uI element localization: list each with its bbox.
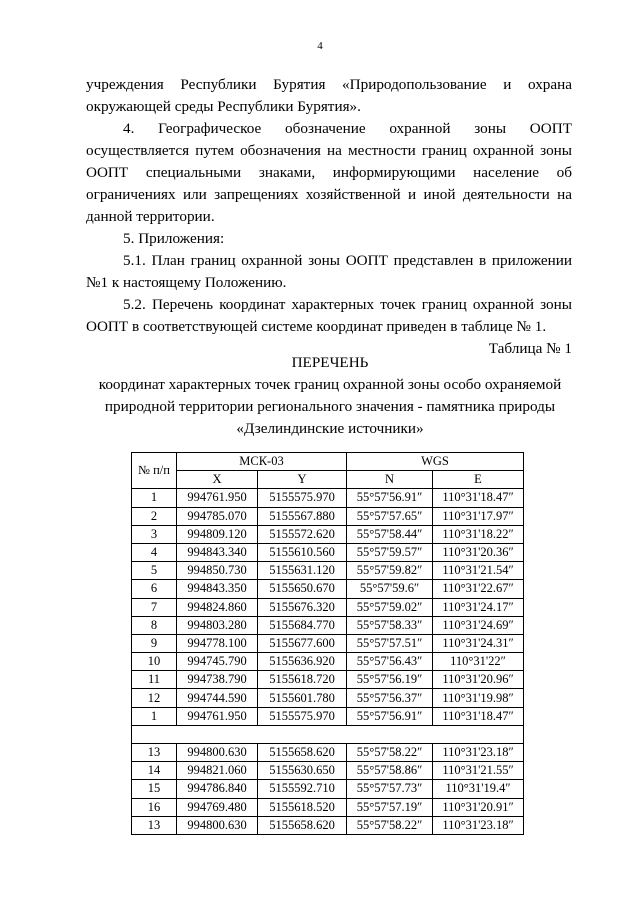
paragraph-5: 5. Приложения:	[123, 230, 225, 247]
longitude-cell: 110°31'19.98″	[433, 689, 524, 707]
table-row	[132, 762, 524, 780]
table-row	[132, 562, 524, 580]
y-coord-cell: 5155575.970	[258, 489, 347, 507]
latitude-cell: 55°57'56.19″	[347, 671, 433, 689]
table-body	[132, 489, 524, 835]
latitude-cell: 55°57'58.44″	[347, 525, 433, 543]
table-row	[132, 780, 524, 798]
table-row	[132, 671, 524, 689]
x-coord-cell: 994785.070	[177, 507, 258, 525]
table-label: Таблица № 1	[488, 340, 572, 357]
point-number-cell: 1	[132, 707, 177, 725]
point-number-cell: 5	[132, 562, 177, 580]
point-number-cell: 7	[132, 598, 177, 616]
latitude-cell: 55°57'56.43″	[347, 653, 433, 671]
longitude-cell: 110°31'24.17″	[433, 598, 524, 616]
y-coord-cell: 5155575.970	[258, 707, 347, 725]
x-coord-cell: 994786.840	[177, 780, 258, 798]
body-text	[86, 74, 572, 338]
x-coord-cell: 994769.480	[177, 798, 258, 816]
latitude-cell: 55°57'59.82″	[347, 562, 433, 580]
paragraph-5-1: 5.1. План границ охранной зоны ООПТ представлен в приложении №1 к настоящему Положению.	[86, 252, 572, 291]
latitude-cell: 55°57'57.19″	[347, 798, 433, 816]
y-coord-cell: 5155630.650	[258, 762, 347, 780]
point-number-cell: 4	[132, 543, 177, 561]
table-row	[132, 744, 524, 762]
point-number-cell: 13	[132, 816, 177, 834]
y-coord-cell: 5155572.620	[258, 525, 347, 543]
longitude-cell: 110°31'18.47″	[433, 489, 524, 507]
longitude-cell: 110°31'22″	[433, 653, 524, 671]
latitude-cell: 55°57'59.57″	[347, 543, 433, 561]
longitude-cell: 110°31'20.36″	[433, 543, 524, 561]
longitude-cell: 110°31'20.91″	[433, 798, 524, 816]
table-row	[132, 598, 524, 616]
table-row	[132, 543, 524, 561]
y-coord-cell: 5155618.520	[258, 798, 347, 816]
point-number-cell: 2	[132, 507, 177, 525]
latitude-cell: 55°57'59.6″	[347, 580, 433, 598]
x-coord-cell: 994778.100	[177, 634, 258, 652]
separator-row	[132, 725, 524, 743]
y-coord-cell: 5155631.120	[258, 562, 347, 580]
y-coord-cell: 5155676.320	[258, 598, 347, 616]
x-coord-cell: 994809.120	[177, 525, 258, 543]
latitude-cell: 55°57'58.22″	[347, 816, 433, 834]
x-coord-cell: 994761.950	[177, 707, 258, 725]
latitude-cell: 55°57'58.86″	[347, 762, 433, 780]
heading-line-2: природной территории регионального значения - памятника природы	[104, 398, 556, 415]
latitude-cell: 55°57'58.22″	[347, 744, 433, 762]
point-number-cell: 15	[132, 780, 177, 798]
header-wgs: WGS	[347, 453, 524, 471]
y-coord-cell: 5155618.720	[258, 671, 347, 689]
header-y: Y	[258, 471, 347, 489]
longitude-cell: 110°31'21.54″	[433, 562, 524, 580]
y-coord-cell: 5155567.880	[258, 507, 347, 525]
table-row	[132, 616, 524, 634]
latitude-cell: 55°57'59.02″	[347, 598, 433, 616]
point-number-cell: 14	[132, 762, 177, 780]
paragraph-intro: учреждения Республики Бурятия «Природопользование и охрана окружающей среды Республики Бурятия».	[86, 76, 572, 115]
longitude-cell: 110°31'23.18″	[433, 816, 524, 834]
longitude-cell: 110°31'24.69″	[433, 616, 524, 634]
longitude-cell: 110°31'17.97″	[433, 507, 524, 525]
x-coord-cell: 994745.790	[177, 653, 258, 671]
point-number-cell: 9	[132, 634, 177, 652]
x-coord-cell: 994850.730	[177, 562, 258, 580]
latitude-cell: 55°57'56.91″	[347, 707, 433, 725]
table-row	[132, 798, 524, 816]
table-row	[132, 507, 524, 525]
table-row	[132, 653, 524, 671]
latitude-cell: 55°57'57.65″	[347, 507, 433, 525]
longitude-cell: 110°31'20.96″	[433, 671, 524, 689]
y-coord-cell: 5155610.560	[258, 543, 347, 561]
x-coord-cell: 994800.630	[177, 816, 258, 834]
paragraph-5-2: 5.2. Перечень координат характерных точек границ охранной зоны ООПТ в соответствующей системе координат приведен в таблице № 1.	[86, 296, 572, 335]
y-coord-cell: 5155601.780	[258, 689, 347, 707]
x-coord-cell: 994738.790	[177, 671, 258, 689]
header-msk03: МСК-03	[177, 453, 347, 471]
longitude-cell: 110°31'18.22″	[433, 525, 524, 543]
y-coord-cell: 5155684.770	[258, 616, 347, 634]
header-x: X	[177, 471, 258, 489]
header-n: N	[347, 471, 433, 489]
x-coord-cell: 994803.280	[177, 616, 258, 634]
latitude-cell: 55°57'56.91″	[347, 489, 433, 507]
table-row	[132, 489, 524, 507]
point-number-cell: 10	[132, 653, 177, 671]
header-e: E	[433, 471, 524, 489]
point-number-cell: 8	[132, 616, 177, 634]
point-number-cell: 1	[132, 489, 177, 507]
x-coord-cell: 994843.350	[177, 580, 258, 598]
table-row	[132, 525, 524, 543]
latitude-cell: 55°57'58.33″	[347, 616, 433, 634]
longitude-cell: 110°31'19.4″	[433, 780, 524, 798]
table-row	[132, 634, 524, 652]
latitude-cell: 55°57'56.37″	[347, 689, 433, 707]
y-coord-cell: 5155592.710	[258, 780, 347, 798]
latitude-cell: 55°57'57.73″	[347, 780, 433, 798]
longitude-cell: 110°31'23.18″	[433, 744, 524, 762]
point-number-cell: 3	[132, 525, 177, 543]
point-number-cell: 6	[132, 580, 177, 598]
latitude-cell: 55°57'57.51″	[347, 634, 433, 652]
point-number-cell: 11	[132, 671, 177, 689]
longitude-cell: 110°31'24.31″	[433, 634, 524, 652]
point-number-cell: 13	[132, 744, 177, 762]
page-number: 4	[317, 40, 323, 52]
y-coord-cell: 5155650.670	[258, 580, 347, 598]
x-coord-cell: 994761.950	[177, 489, 258, 507]
table-row	[132, 689, 524, 707]
x-coord-cell: 994821.060	[177, 762, 258, 780]
coordinates-table	[131, 452, 524, 835]
point-number-cell: 12	[132, 689, 177, 707]
x-coord-cell: 994800.630	[177, 744, 258, 762]
table-row	[132, 707, 524, 725]
longitude-cell: 110°31'18.47″	[433, 707, 524, 725]
table-heading	[80, 352, 580, 440]
heading-line-3: «Дзелиндинские источники»	[236, 420, 424, 437]
y-coord-cell: 5155636.920	[258, 653, 347, 671]
y-coord-cell: 5155677.600	[258, 634, 347, 652]
heading-line-1: координат характерных точек границ охранной зоны особо охраняемой	[98, 376, 562, 393]
x-coord-cell: 994744.590	[177, 689, 258, 707]
table-row	[132, 580, 524, 598]
header-number: № п/п	[132, 453, 177, 489]
longitude-cell: 110°31'22.67″	[433, 580, 524, 598]
x-coord-cell: 994843.340	[177, 543, 258, 561]
y-coord-cell: 5155658.620	[258, 816, 347, 834]
paragraph-4: 4. Географическое обозначение охранной зоны ООПТ осуществляется путем обозначения на местности границ охранной зоны ООПТ специальными знаками, информирующими население об ограничениях или запрещениях хозяйственной и иной деятельности на данной территории.	[86, 120, 572, 225]
point-number-cell: 16	[132, 798, 177, 816]
x-coord-cell: 994824.860	[177, 598, 258, 616]
table-row	[132, 816, 524, 834]
heading-title: ПЕРЕЧЕНЬ	[291, 354, 369, 371]
y-coord-cell: 5155658.620	[258, 744, 347, 762]
longitude-cell: 110°31'21.55″	[433, 762, 524, 780]
separator-cell	[132, 725, 524, 743]
